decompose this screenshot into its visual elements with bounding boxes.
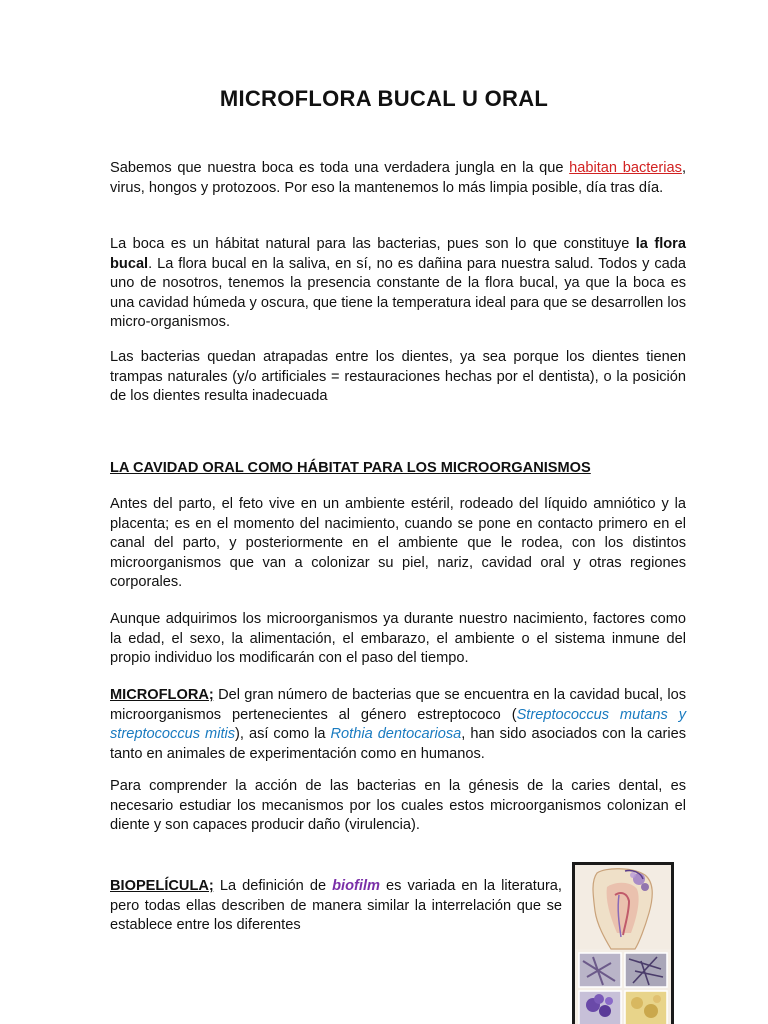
intro-paragraph	[110, 159, 686, 198]
flora-text-after: . La flora bucal en la saliva, en sí, no es dañina para nuestra salud. Todos y cada uno de nosotros, tenemos la presencia constante de la flora bucal, ya que la boca es una cavidad húmeda y oscura, que tiene la temperatura ideal para que se desarrollen los micro-organismos.	[110, 255, 687, 331]
habitan-bacterias-link[interactable]: habitan bacterias	[569, 160, 682, 176]
biopelicula-paragraph	[110, 877, 562, 936]
biopelicula-label: BIOPELÍCULA;	[110, 878, 214, 894]
tooth-bacteria-icon	[575, 865, 671, 1024]
intro-text-after: , virus, hongos y protozoos. Por eso la mantenemos lo más limpia posible, día tras día.	[110, 160, 686, 196]
microflora-text-1: Del gran número de bacterias que se encuentra en la cavidad bucal, los microorganismos pertenecientes al género estreptococo (	[110, 687, 686, 723]
intro-text-before: Sabemos que nuestra boca es toda una verdadera jungla en la que	[110, 160, 570, 176]
species-streptococcus: Streptococcus mutans y streptococcus mitis	[110, 706, 686, 743]
bacterias-paragraph: Las bacterias quedan atrapadas entre los dientes, ya sea porque los dientes tienen trampas naturales (y/o artificiales = restauraciones hechas por el dentista), o la posición de los dientes resulta inadecuada	[110, 349, 686, 405]
microflora-text-2: ), así como la	[235, 726, 331, 743]
microflora-paragraph	[110, 686, 686, 764]
species-rothia: Rothia dentocariosa	[330, 726, 462, 743]
section-heading: LA CAVIDAD ORAL COMO HÁBITAT PARA LOS MICROORGANISMOS	[110, 460, 591, 476]
page-title: MICROFLORA BUCAL U ORAL	[219, 86, 549, 111]
flora-text-before: La boca es un hábitat natural para las bacterias, pues son lo que constituye	[110, 236, 636, 252]
microflora-text-3: , han sido asociados con la caries tanto en animales de experimentación como en humanos.	[110, 726, 686, 762]
parto-paragraph: Antes del parto, el feto vive en un ambiente estéril, rodeado del líquido amniótico y la placenta; es en el momento del nacimiento, cuando se pone en contacto primero en el canal del parto, y posteriormente en el ambiente que le rodea, con los distintos microorganismos que van a colonizar su piel, nariz, cavidad oral y otras regiones corporales.	[110, 496, 686, 591]
flora-bucal-paragraph	[110, 235, 686, 333]
adquirimos-paragraph: Aunque adquirimos los microorganismos ya durante nuestro nacimiento, factores como la edad, el sexo, la alimentación, el embarazo, el ambiente o el sistema inmune del propio individuo los modificarán con el paso del tiempo.	[110, 611, 686, 667]
microflora-label: MICROFLORA;	[110, 687, 214, 703]
biofilm-term: biofilm	[332, 878, 380, 894]
biopelicula-text-1: La definición de	[213, 878, 333, 894]
biopelicula-text-2: es variada en la literatura, pero todas ellas describen de manera similar la interrelación que se establece entre los diferentes	[110, 878, 562, 934]
tooth-bacteria-illustration	[572, 862, 674, 1024]
caries-paragraph: Para comprender la acción de las bacterias en la génesis de la caries dental, es necesario estudiar los mecanismos por los cuales estos microorganismos colonizan el diente y son capaces producir daño (virulencia).	[110, 778, 686, 834]
flora-bucal-bold: la flora bucal	[110, 236, 686, 272]
